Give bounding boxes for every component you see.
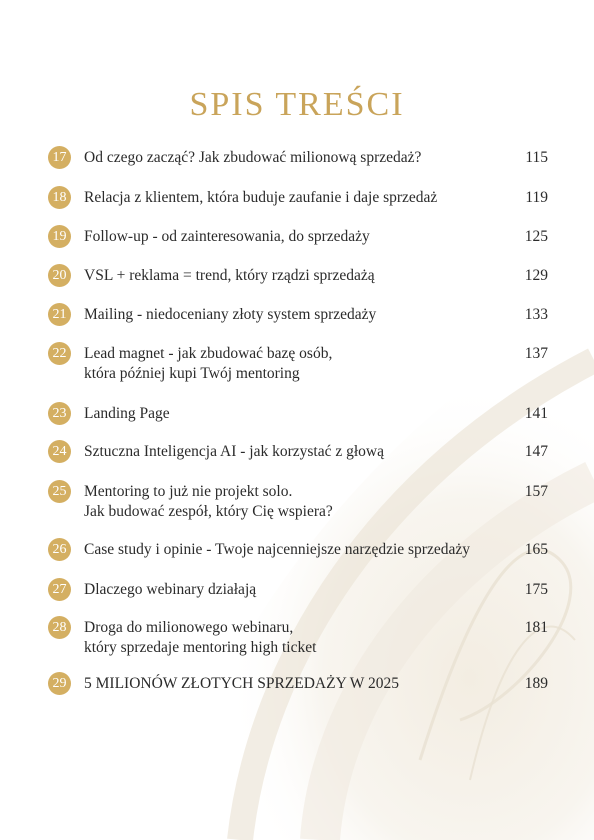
chapter-number-badge: 24 [48, 440, 71, 463]
chapter-number-badge: 27 [48, 578, 71, 601]
chapter-title-line: Case study i opinie - Twoje najcenniejsze narzędzie sprzedaży [84, 541, 470, 558]
toc-entry [48, 188, 548, 209]
chapter-title-line: Landing Page [84, 405, 170, 422]
chapter-number-badge: 19 [48, 225, 71, 248]
chapter-title [84, 482, 508, 522]
chapter-number-badge: 20 [48, 264, 71, 287]
chapter-title [84, 580, 508, 600]
chapter-title [84, 305, 508, 325]
page-number: 175 [524, 581, 548, 598]
chapter-title-line: Relacja z klientem, która buduje zaufanie i daje sprzedaż [84, 189, 438, 206]
chapter-title [84, 618, 508, 658]
chapter-title-line: 5 MILIONÓW ZŁOTYCH SPRZEDAŻY W 2025 [84, 675, 400, 692]
chapter-title-line: Jak budować zespół, który Cię wspiera? [84, 503, 333, 520]
chapter-number-badge: 17 [48, 146, 71, 169]
chapter-title-line: Dlaczego webinary działają [84, 581, 257, 598]
page-number: 129 [524, 267, 548, 284]
chapter-title [84, 266, 508, 286]
page-title: SPIS TREŚCI [189, 86, 405, 123]
page-number: 181 [524, 619, 548, 636]
chapter-title-line: Lead magnet - jak zbudować bazę osób, [84, 345, 333, 362]
toc-entry [48, 482, 548, 522]
chapter-number-badge: 22 [48, 342, 71, 365]
toc-entry [48, 227, 548, 248]
chapter-title-line: VSL + reklama = trend, który rządzi sprzedażą [84, 267, 375, 284]
chapter-number-badge: 25 [48, 480, 71, 503]
chapter-title-line: Follow-up - od zainteresowania, do sprzedaży [84, 228, 370, 245]
toc-entry [48, 305, 548, 326]
page-number: 157 [524, 483, 548, 500]
chapter-number-badge: 26 [48, 538, 71, 561]
toc-entry [48, 674, 548, 695]
toc-entry [48, 404, 548, 425]
chapter-title-line: Sztuczna Inteligencja AI - jak korzystać z głową [84, 443, 384, 460]
toc-entry [48, 540, 548, 561]
toc-entry [48, 442, 548, 463]
page-number: 141 [524, 405, 548, 422]
chapter-title-line: Mentoring to już nie projekt solo. [84, 483, 293, 500]
chapter-title [84, 674, 508, 694]
chapter-title-line: Od czego zacząć? Jak zbudować milionową sprzedaż? [84, 149, 422, 166]
chapter-number-badge: 29 [48, 672, 71, 695]
chapter-title [84, 148, 508, 168]
chapter-number-badge: 23 [48, 402, 71, 425]
chapter-title-line: Droga do milionowego webinaru, [84, 619, 294, 636]
toc-entry [48, 618, 548, 658]
chapter-title [84, 344, 508, 384]
chapter-title [84, 188, 508, 208]
page-number: 137 [524, 345, 548, 362]
page-number: 147 [524, 443, 548, 460]
chapter-title [84, 404, 508, 424]
toc-entry [48, 148, 548, 169]
page-number: 125 [524, 228, 548, 245]
chapter-title-line: która później kupi Twój mentoring [84, 365, 300, 382]
toc-entry [48, 580, 548, 601]
toc-entry [48, 266, 548, 287]
page-number: 189 [524, 675, 548, 692]
page-number: 165 [524, 541, 548, 558]
page-number: 119 [525, 189, 548, 206]
chapter-title-line: który sprzedaje mentoring high ticket [84, 639, 317, 656]
chapter-number-badge: 28 [48, 616, 71, 639]
chapter-title [84, 442, 508, 462]
toc-entry [48, 344, 548, 384]
chapter-title [84, 540, 508, 560]
chapter-title-line: Mailing - niedoceniany złoty system sprzedaży [84, 306, 377, 323]
chapter-title [84, 227, 508, 247]
chapter-number-badge: 21 [48, 303, 71, 326]
page-number: 115 [525, 149, 548, 166]
page-number: 133 [524, 306, 548, 323]
chapter-number-badge: 18 [48, 186, 71, 209]
